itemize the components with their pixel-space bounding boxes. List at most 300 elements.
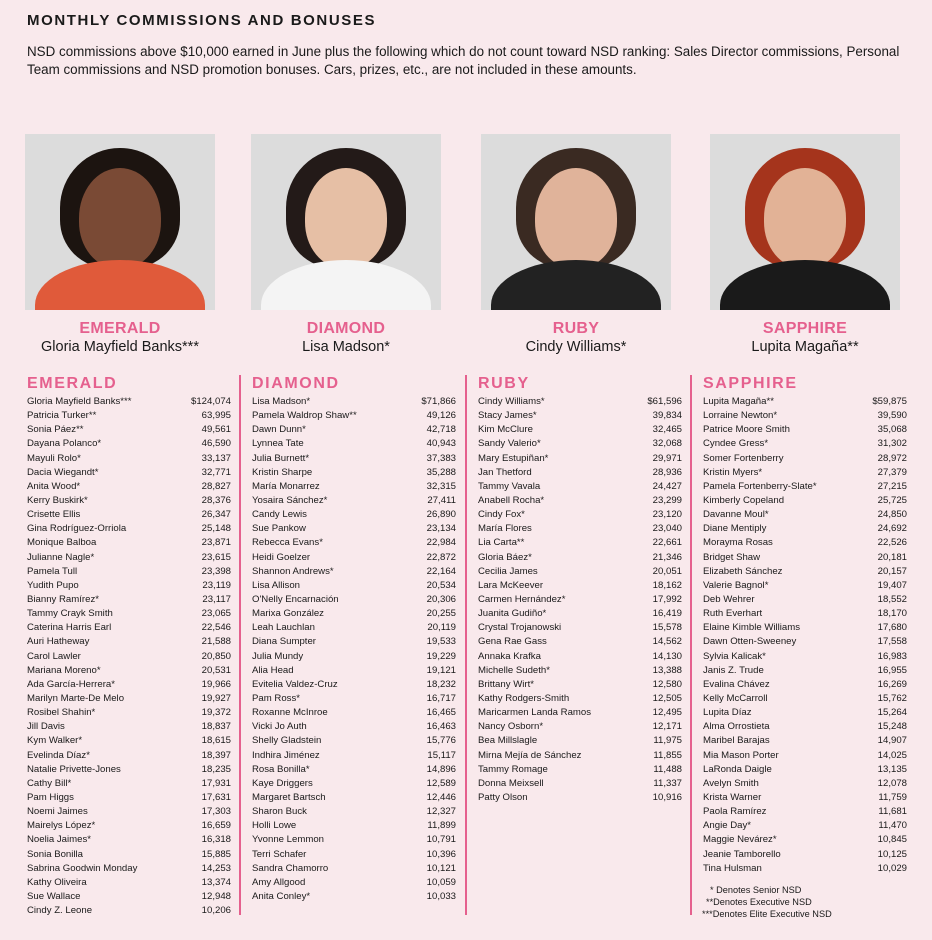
commission-amount: 12,446 — [426, 791, 456, 803]
person-name: Bea Millslagle — [478, 735, 538, 747]
person-name: Terri Schafer — [252, 848, 307, 860]
list-item — [478, 452, 682, 466]
person-name: Rosa Bonilla* — [252, 763, 310, 775]
hero-name: Gloria Mayfield Banks*** — [41, 339, 199, 355]
commission-amount: 18,235 — [201, 763, 231, 775]
person-name: Jill Davis — [27, 721, 65, 733]
list-item — [252, 565, 456, 579]
person-name: Cindy Fox* — [478, 509, 525, 521]
commission-amount: 18,232 — [426, 678, 456, 690]
list-item — [703, 635, 907, 649]
hero-diamond — [231, 134, 461, 355]
list-item — [27, 749, 231, 763]
commission-amount: 12,171 — [652, 721, 682, 733]
person-name: Tammy Romage — [478, 763, 548, 775]
list-item — [27, 494, 231, 508]
person-name: Paola Ramírez — [703, 806, 767, 818]
list-item — [703, 579, 907, 593]
commission-amount: 19,229 — [426, 650, 456, 662]
list-item — [478, 749, 682, 763]
list-item — [478, 791, 682, 805]
commission-amount: 10,845 — [877, 834, 907, 846]
list-item — [703, 395, 907, 409]
list-item — [478, 536, 682, 550]
person-name: Mirna Mejía de Sánchez — [478, 749, 582, 761]
list-item — [478, 777, 682, 791]
commission-amount: 10,396 — [426, 848, 456, 860]
commission-amount: $61,596 — [647, 396, 682, 407]
person-name: Diana Sumpter — [252, 636, 316, 648]
commission-amount: 11,899 — [427, 820, 456, 832]
list-item — [252, 452, 456, 466]
person-name: Carmen Hernández* — [478, 593, 566, 605]
person-name: Dawn Dunn* — [252, 424, 306, 436]
person-name: Angie Day* — [703, 820, 751, 832]
commission-list — [703, 395, 907, 876]
person-name: Alma Orrostieta — [703, 721, 770, 733]
person-name: Ada García-Herrera* — [27, 678, 115, 690]
person-name: Bridget Shaw — [703, 551, 761, 563]
hero-name: Lupita Magaña** — [751, 339, 859, 355]
person-name: Candy Lewis — [252, 509, 307, 521]
column-emerald — [27, 375, 231, 918]
list-item — [252, 466, 456, 480]
commission-amount: 10,029 — [877, 862, 907, 874]
commission-amount: 27,379 — [877, 466, 907, 478]
commission-amount: 10,125 — [877, 848, 907, 860]
commission-amount: 23,065 — [201, 608, 231, 620]
person-name: Carol Lawler — [27, 650, 81, 662]
commission-list — [27, 395, 231, 918]
list-item — [703, 452, 907, 466]
list-item — [27, 522, 231, 536]
person-name: María Flores — [478, 523, 532, 535]
commission-amount: 32,465 — [652, 424, 682, 436]
commission-amount: 20,255 — [426, 608, 456, 620]
commission-amount: 63,995 — [201, 410, 231, 422]
person-name: Lisa Allison — [252, 579, 300, 591]
commission-amount: 33,137 — [201, 452, 231, 464]
person-name: Sabrina Goodwin Monday — [27, 862, 138, 874]
list-item — [252, 536, 456, 550]
list-item — [478, 565, 682, 579]
commission-amount: 16,659 — [201, 820, 231, 832]
commission-amount: 17,992 — [652, 593, 682, 605]
list-item — [27, 904, 231, 918]
commission-amount: 16,463 — [426, 721, 456, 733]
commission-amount: 19,927 — [201, 692, 231, 704]
person-name: Gloria Mayfield Banks*** — [27, 396, 132, 407]
commission-amount: $59,875 — [872, 396, 907, 407]
column-sapphire — [703, 375, 907, 876]
list-item — [27, 876, 231, 890]
person-name: Annaka Krafka — [478, 650, 541, 662]
list-item — [27, 395, 231, 409]
list-item — [27, 664, 231, 678]
person-name: Marixa González — [252, 608, 324, 620]
list-item — [478, 692, 682, 706]
person-name: Auri Hatheway — [27, 636, 90, 648]
commission-amount: $124,074 — [190, 396, 231, 407]
portrait-photo — [251, 134, 441, 310]
column-heading: RUBY — [478, 375, 530, 392]
commission-amount: 24,850 — [877, 509, 907, 521]
commission-amount: 20,531 — [201, 664, 231, 676]
commission-amount: 12,948 — [201, 890, 231, 902]
person-name: Cecilia James — [478, 565, 538, 577]
footnote: **Denotes Executive NSD — [706, 897, 812, 907]
person-name: Anita Conley* — [252, 890, 311, 902]
person-name: Marilyn Marte-De Melo — [27, 692, 125, 704]
list-item — [252, 508, 456, 522]
commission-amount: 23,119 — [202, 579, 231, 591]
list-item — [27, 551, 231, 565]
list-item — [252, 409, 456, 423]
list-item — [252, 819, 456, 833]
portrait-photo — [710, 134, 900, 310]
person-name: LaRonda Daigle — [703, 763, 772, 775]
list-item — [252, 734, 456, 748]
person-name: Pamela Waldrop Shaw** — [252, 410, 357, 422]
list-item — [27, 678, 231, 692]
hero-name: Lisa Madson* — [302, 339, 390, 355]
commission-amount: 49,561 — [201, 424, 231, 436]
person-name: Cyndee Gress* — [703, 438, 769, 450]
portrait-photo — [481, 134, 671, 310]
list-item — [27, 607, 231, 621]
commission-amount: 28,936 — [652, 466, 682, 478]
list-item — [27, 466, 231, 480]
commission-amount: 16,419 — [652, 608, 682, 620]
commission-amount: 24,692 — [877, 523, 907, 535]
commission-amount: 10,206 — [201, 905, 231, 917]
list-item — [703, 734, 907, 748]
list-item — [703, 466, 907, 480]
commission-amount: 14,562 — [652, 636, 682, 648]
list-item — [478, 621, 682, 635]
list-item — [478, 763, 682, 777]
commission-amount: 23,398 — [201, 565, 231, 577]
person-name: Kristin Myers* — [703, 466, 763, 478]
list-item — [27, 536, 231, 550]
list-item — [252, 480, 456, 494]
person-name: Sylvia Kalicak* — [703, 650, 766, 662]
hero-rank: SAPPHIRE — [762, 320, 848, 337]
commission-amount: 42,718 — [426, 424, 456, 436]
commission-amount: $71,866 — [421, 396, 456, 407]
person-name: Indhira Jiménez — [252, 749, 320, 761]
person-name: Noelia Jaimes* — [27, 834, 91, 846]
list-item — [478, 593, 682, 607]
commission-amount: 19,966 — [201, 678, 231, 690]
list-item — [27, 890, 231, 904]
column-divider — [239, 375, 241, 915]
person-name: O'Nelly Encarnación — [252, 593, 339, 605]
list-item — [703, 819, 907, 833]
commission-amount: 10,121 — [426, 862, 456, 874]
person-name: Leah Lauchlan — [252, 622, 315, 634]
commission-amount: 39,590 — [877, 410, 907, 422]
commission-amount: 22,984 — [426, 537, 456, 549]
commission-amount: 37,383 — [426, 452, 456, 464]
person-name: Sue Pankow — [252, 523, 306, 535]
person-name: Michelle Sudeth* — [478, 664, 550, 676]
commission-amount: 16,269 — [877, 678, 907, 690]
commission-amount: 26,347 — [201, 509, 231, 521]
list-item — [252, 706, 456, 720]
commission-amount: 27,215 — [877, 480, 907, 492]
list-item — [252, 395, 456, 409]
commission-amount: 17,303 — [201, 806, 231, 818]
list-item — [703, 862, 907, 876]
page-title: MONTHLY COMMISSIONS AND BONUSES — [27, 12, 377, 29]
commission-list — [252, 395, 456, 904]
commission-amount: 49,126 — [426, 410, 456, 422]
person-name: Gina Rodríguez-Orriola — [27, 523, 127, 535]
commission-amount: 12,505 — [652, 692, 682, 704]
commission-amount: 17,931 — [201, 777, 231, 789]
person-name: Heidi Goelzer — [252, 551, 311, 563]
list-item — [478, 579, 682, 593]
person-name: Anita Wood* — [27, 480, 81, 492]
person-name: Pamela Tull — [27, 565, 78, 577]
person-name: Mary Estupiñan* — [478, 452, 549, 464]
list-item — [252, 621, 456, 635]
list-item — [478, 664, 682, 678]
footnotes — [702, 884, 832, 920]
person-name: Margaret Bartsch — [252, 791, 326, 803]
list-item — [478, 409, 682, 423]
person-name: Alia Head — [252, 664, 294, 676]
person-name: Shannon Andrews* — [252, 565, 334, 577]
person-name: Dayana Polanco* — [27, 438, 102, 450]
person-name: Juanita Gudiño* — [478, 608, 547, 620]
person-name: Sonia Bonilla — [27, 848, 84, 860]
person-name: Cindy Williams* — [478, 396, 545, 407]
commission-amount: 16,983 — [877, 650, 907, 662]
list-item — [252, 692, 456, 706]
person-name: Valerie Bagnol* — [703, 579, 769, 591]
person-name: Mayuli Rolo* — [27, 452, 81, 464]
list-item — [703, 720, 907, 734]
person-name: Kathy Oliveira — [27, 876, 87, 888]
commission-amount: 23,134 — [426, 523, 456, 535]
list-item — [27, 635, 231, 649]
list-item — [252, 423, 456, 437]
list-item — [252, 664, 456, 678]
person-name: Davanne Moul* — [703, 509, 769, 521]
person-name: Kimberly Copeland — [703, 494, 785, 506]
commission-amount: 15,578 — [652, 622, 682, 634]
list-item — [478, 706, 682, 720]
commission-amount: 15,762 — [877, 692, 907, 704]
commission-amount: 22,526 — [877, 537, 907, 549]
list-item — [27, 777, 231, 791]
hero-rank: DIAMOND — [306, 320, 386, 337]
person-name: Sandra Chamorro — [252, 862, 329, 874]
commission-amount: 18,162 — [652, 579, 682, 591]
list-item — [27, 720, 231, 734]
list-item — [27, 848, 231, 862]
commission-amount: 14,253 — [201, 862, 231, 874]
person-name: Ruth Everhart — [703, 608, 763, 620]
list-item — [27, 791, 231, 805]
person-name: Yosaira Sánchez* — [252, 494, 328, 506]
commission-amount: 15,117 — [427, 749, 456, 761]
column-diamond — [252, 375, 456, 904]
person-name: Lia Carta** — [478, 537, 525, 549]
list-item — [478, 678, 682, 692]
person-name: Gloria Báez* — [478, 551, 532, 563]
person-name: Tammy Vavala — [478, 480, 541, 492]
list-item — [703, 508, 907, 522]
column-ruby — [478, 375, 682, 805]
commission-amount: 25,148 — [201, 523, 231, 535]
commission-amount: 14,130 — [652, 650, 682, 662]
person-name: Julianne Nagle* — [27, 551, 95, 563]
list-item — [27, 706, 231, 720]
person-name: Lupita Magaña** — [703, 396, 774, 407]
list-item — [27, 480, 231, 494]
commission-amount: 23,117 — [202, 593, 231, 605]
person-name: Maribel Barajas — [703, 735, 770, 747]
person-name: Rebecca Evans* — [252, 537, 323, 549]
commission-amount: 18,397 — [201, 749, 231, 761]
person-name: Kelly McCarroll — [703, 692, 768, 704]
commission-amount: 11,975 — [653, 735, 682, 747]
commission-amount: 16,465 — [426, 707, 456, 719]
commission-amount: 10,059 — [426, 876, 456, 888]
footnote: ***Denotes Elite Executive NSD — [702, 909, 832, 919]
person-name: Pamela Fortenberry-Slate* — [703, 480, 817, 492]
person-name: Lorraine Newton* — [703, 410, 778, 422]
commission-amount: 12,078 — [877, 777, 907, 789]
person-name: Yudith Pupo — [27, 579, 79, 591]
commission-amount: 12,589 — [426, 777, 456, 789]
person-name: Brittany Wirt* — [478, 678, 534, 690]
person-name: Cindy Z. Leone — [27, 905, 93, 917]
list-item — [252, 437, 456, 451]
person-name: Sharon Buck — [252, 806, 307, 818]
commission-amount: 23,299 — [652, 494, 682, 506]
person-name: Diane Mentiply — [703, 523, 767, 535]
list-item — [252, 833, 456, 847]
person-name: Janis Z. Trude — [703, 664, 764, 676]
intro-paragraph: NSD commissions above $10,000 earned in June plus the following which do not count toward NSD ranking: Sales Director commissions, Personal Team commissions and NSD promotion bonuses. Cars, prizes, etc., are not included in these amounts. — [27, 44, 900, 77]
commission-amount: 12,580 — [652, 678, 682, 690]
hero-rank: EMERALD — [79, 320, 161, 337]
commission-amount: 20,306 — [426, 593, 456, 605]
person-name: Julia Burnett* — [252, 452, 310, 464]
commission-amount: 15,248 — [877, 721, 907, 733]
commission-amount: 20,119 — [427, 622, 456, 634]
commission-amount: 21,588 — [201, 636, 231, 648]
person-name: Maricarmen Landa Ramos — [478, 707, 592, 719]
commission-amount: 18,552 — [877, 593, 907, 605]
list-item — [703, 536, 907, 550]
person-name: Shelly Gladstein — [252, 735, 322, 747]
list-item — [478, 437, 682, 451]
person-name: Deb Wehrer — [703, 593, 755, 605]
list-item — [252, 848, 456, 862]
person-name: Noemi Jaimes — [27, 806, 88, 818]
list-item — [478, 635, 682, 649]
list-item — [478, 494, 682, 508]
commission-amount: 20,534 — [426, 579, 456, 591]
commission-amount: 22,546 — [201, 622, 231, 634]
person-name: Tina Hulsman — [703, 862, 762, 874]
list-item — [252, 763, 456, 777]
list-item — [703, 664, 907, 678]
person-name: Patrice Moore Smith — [703, 424, 790, 436]
person-name: Sonia Páez** — [27, 424, 84, 436]
person-name: Kathy Rodgers-Smith — [478, 692, 570, 704]
person-name: Mairelys López* — [27, 820, 96, 832]
list-item — [478, 650, 682, 664]
person-name: Kerry Buskirk* — [27, 494, 88, 506]
commission-amount: 20,850 — [201, 650, 231, 662]
list-item — [27, 409, 231, 423]
commission-amount: 20,157 — [877, 565, 907, 577]
person-name: Mariana Moreno* — [27, 664, 101, 676]
commission-amount: 32,771 — [201, 466, 231, 478]
person-name: Avelyn Smith — [703, 777, 759, 789]
list-item — [703, 791, 907, 805]
commission-amount: 26,890 — [426, 509, 456, 521]
commission-amount: 14,025 — [877, 749, 907, 761]
person-name: Kim McClure — [478, 424, 533, 436]
hero-sapphire — [690, 134, 920, 355]
person-name: Kym Walker* — [27, 735, 83, 747]
list-item — [478, 607, 682, 621]
list-item — [252, 862, 456, 876]
hero-name: Cindy Williams* — [525, 339, 627, 355]
commission-amount: 18,837 — [201, 721, 231, 733]
list-item — [252, 635, 456, 649]
list-item — [478, 466, 682, 480]
person-name: María Monarrez — [252, 480, 320, 492]
commission-amount: 22,164 — [426, 565, 456, 577]
person-name: Dawn Otten-Sweeney — [703, 636, 797, 648]
person-name: Stacy James* — [478, 410, 537, 422]
list-item — [478, 423, 682, 437]
commission-amount: 32,315 — [426, 480, 456, 492]
commission-amount: 17,631 — [201, 791, 231, 803]
list-item — [252, 607, 456, 621]
commission-amount: 11,337 — [653, 777, 682, 789]
list-item — [27, 621, 231, 635]
person-name: Sandy Valerio* — [478, 438, 541, 450]
commission-amount: 11,681 — [878, 806, 907, 818]
commission-amount: 25,725 — [877, 494, 907, 506]
person-name: Holli Lowe — [252, 820, 297, 832]
list-item — [703, 777, 907, 791]
person-name: Jan Thetford — [478, 466, 532, 478]
list-item — [27, 508, 231, 522]
commission-amount: 20,181 — [877, 551, 907, 563]
list-item — [27, 650, 231, 664]
commission-amount: 10,033 — [426, 890, 456, 902]
person-name: Crisette Ellis — [27, 509, 81, 521]
list-item — [252, 593, 456, 607]
list-item — [252, 650, 456, 664]
person-name: Lupita Díaz — [703, 707, 752, 719]
person-name: Somer Fortenberry — [703, 452, 784, 464]
list-item — [27, 565, 231, 579]
commission-amount: 20,051 — [652, 565, 682, 577]
person-name: Bianny Ramírez* — [27, 593, 99, 605]
commission-amount: 19,533 — [426, 636, 456, 648]
